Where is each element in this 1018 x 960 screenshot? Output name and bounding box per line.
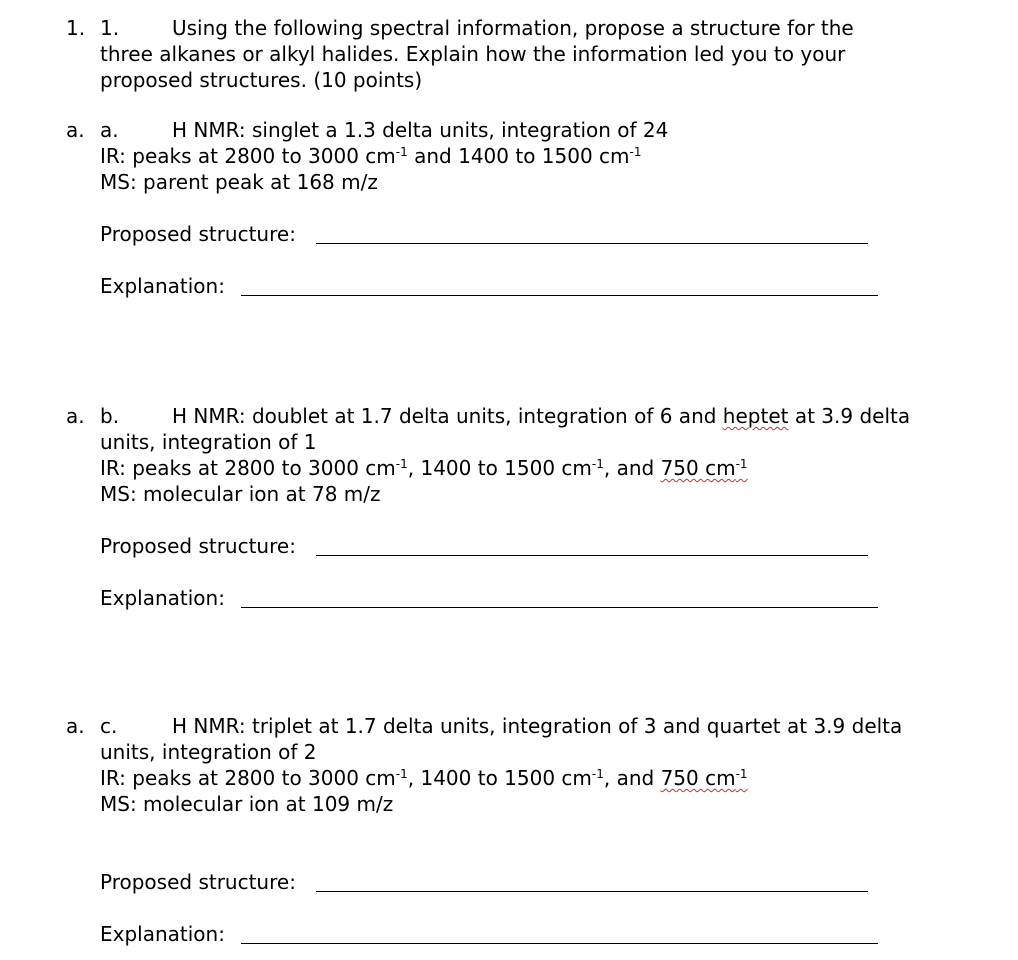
part-b-structure-label: Proposed structure: (100, 534, 296, 558)
part-c-structure-label: Proposed structure: (100, 870, 296, 894)
part-b-nmr-line-2: units, integration of 1 (100, 430, 317, 454)
part-a-explanation-label: Explanation: (100, 274, 225, 298)
question-text-line-1: Using the following spectral information, propose a structure for the (172, 16, 854, 40)
part-c-ir: IR: peaks at 2800 to 3000 $cm^{-1}$, 1400 to 1500 $cm^{-1}$, and 750 $cm^{-1}$ (100, 766, 748, 790)
part-c-inner-label: c. (100, 714, 118, 738)
part-a-ir: IR: peaks at 2800 to 3000 $cm^{-1}$ and 1400 to 1500 $cm^{-1}$ (100, 144, 642, 168)
spellcheck-word: heptet (722, 404, 789, 428)
part-a-structure-label: Proposed structure: (100, 222, 296, 246)
part-a-nmr: H NMR: singlet a 1.3 delta units, integration of 24 (172, 118, 669, 142)
part-a-explanation-answer-line[interactable] (241, 295, 878, 296)
part-b-ms: MS: molecular ion at 78 m/z (100, 482, 381, 506)
part-b-explanation-label: Explanation: (100, 586, 225, 610)
part-b-outer-label: a. (66, 404, 85, 428)
part-c-structure-answer-line[interactable] (316, 891, 868, 892)
spellcheck-word: 750 $cm^{-1}$ (660, 456, 748, 480)
part-c-nmr: H NMR: triplet at 1.7 delta units, integration of 3 and quartet at 3.9 delta (172, 714, 903, 738)
part-c-explanation-label: Explanation: (100, 922, 225, 946)
part-c-ms: MS: molecular ion at 109 m/z (100, 792, 394, 816)
part-b-structure-answer-line[interactable] (316, 555, 868, 556)
question-number-inner: 1. (100, 16, 120, 40)
question-text-line-2: three alkanes or alkyl halides. Explain how the information led you to your (100, 42, 846, 66)
part-b-explanation-answer-line[interactable] (241, 607, 878, 608)
part-a-structure-answer-line[interactable] (316, 243, 868, 244)
part-c-nmr-line-2: units, integration of 2 (100, 740, 317, 764)
question-text-line-3: proposed structures. (10 points) (100, 68, 423, 92)
spellcheck-word: 750 $cm^{-1}$ (660, 766, 748, 790)
part-b-nmr: H NMR: doublet at 1.7 delta units, integration of 6 and heptet at 3.9 delta (172, 404, 911, 428)
part-c-outer-label: a. (66, 714, 85, 738)
part-a-inner-label: a. (100, 118, 119, 142)
part-a-ms: MS: parent peak at 168 m/z (100, 170, 378, 194)
question-number-outer: 1. (66, 16, 86, 40)
part-b-inner-label: b. (100, 404, 120, 428)
part-a-outer-label: a. (66, 118, 85, 142)
part-b-ir: IR: peaks at 2800 to 3000 $cm^{-1}$, 1400 to 1500 $cm^{-1}$, and 750 $cm^{-1}$ (100, 456, 748, 480)
part-c-explanation-answer-line[interactable] (241, 943, 878, 944)
